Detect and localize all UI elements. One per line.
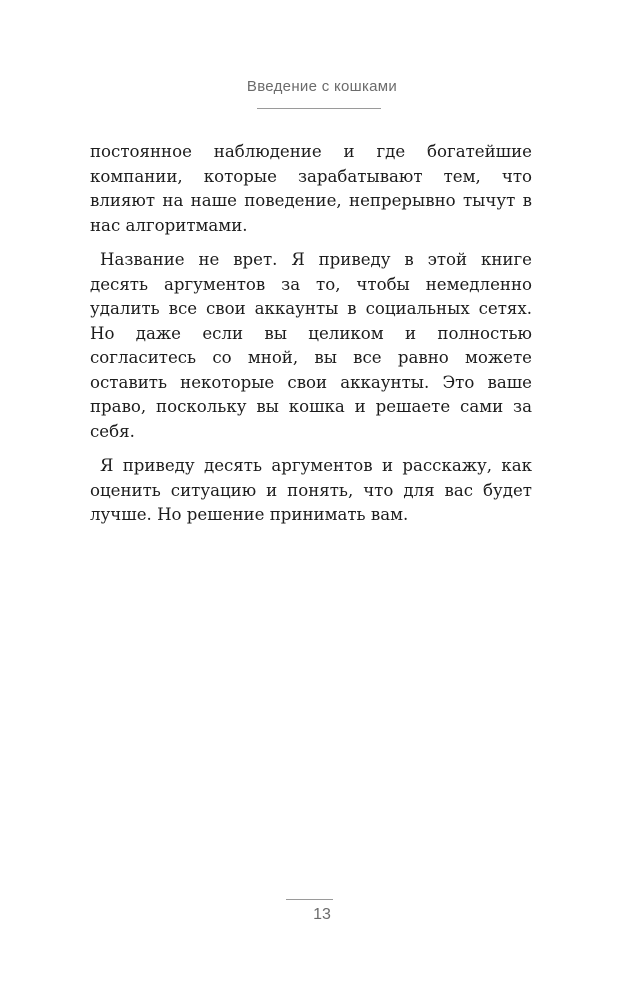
paragraph-1: постоянное наблюдение и где богатейшие компании, которые зарабатывают тем, что влияют на наше поведение, непрерывно тычут в нас алгоритмами. — [90, 142, 532, 235]
header-rule — [257, 108, 381, 109]
body-text — [90, 140, 532, 538]
footer-rule — [286, 899, 333, 900]
paragraph-2: Название не врет. Я приведу в этой книге десять аргументов за то, чтобы немедленно удалить все свои аккаунты в социальных сетях. Но даже если вы целиком и полностью согласитесь со мной, вы все равно можете оставить некоторые свои аккаунты. Это ваше право, поскольку вы кошка и решаете сами за себя. — [90, 250, 532, 441]
page-number: 13 — [313, 906, 331, 923]
paragraph-3: Я приведу десять аргументов и расскажу, как оценить ситуацию и понять, что для вас будет лучше. Но решение принимать вам. — [90, 456, 532, 524]
running-header-title: Введение с кошками — [246, 78, 398, 95]
